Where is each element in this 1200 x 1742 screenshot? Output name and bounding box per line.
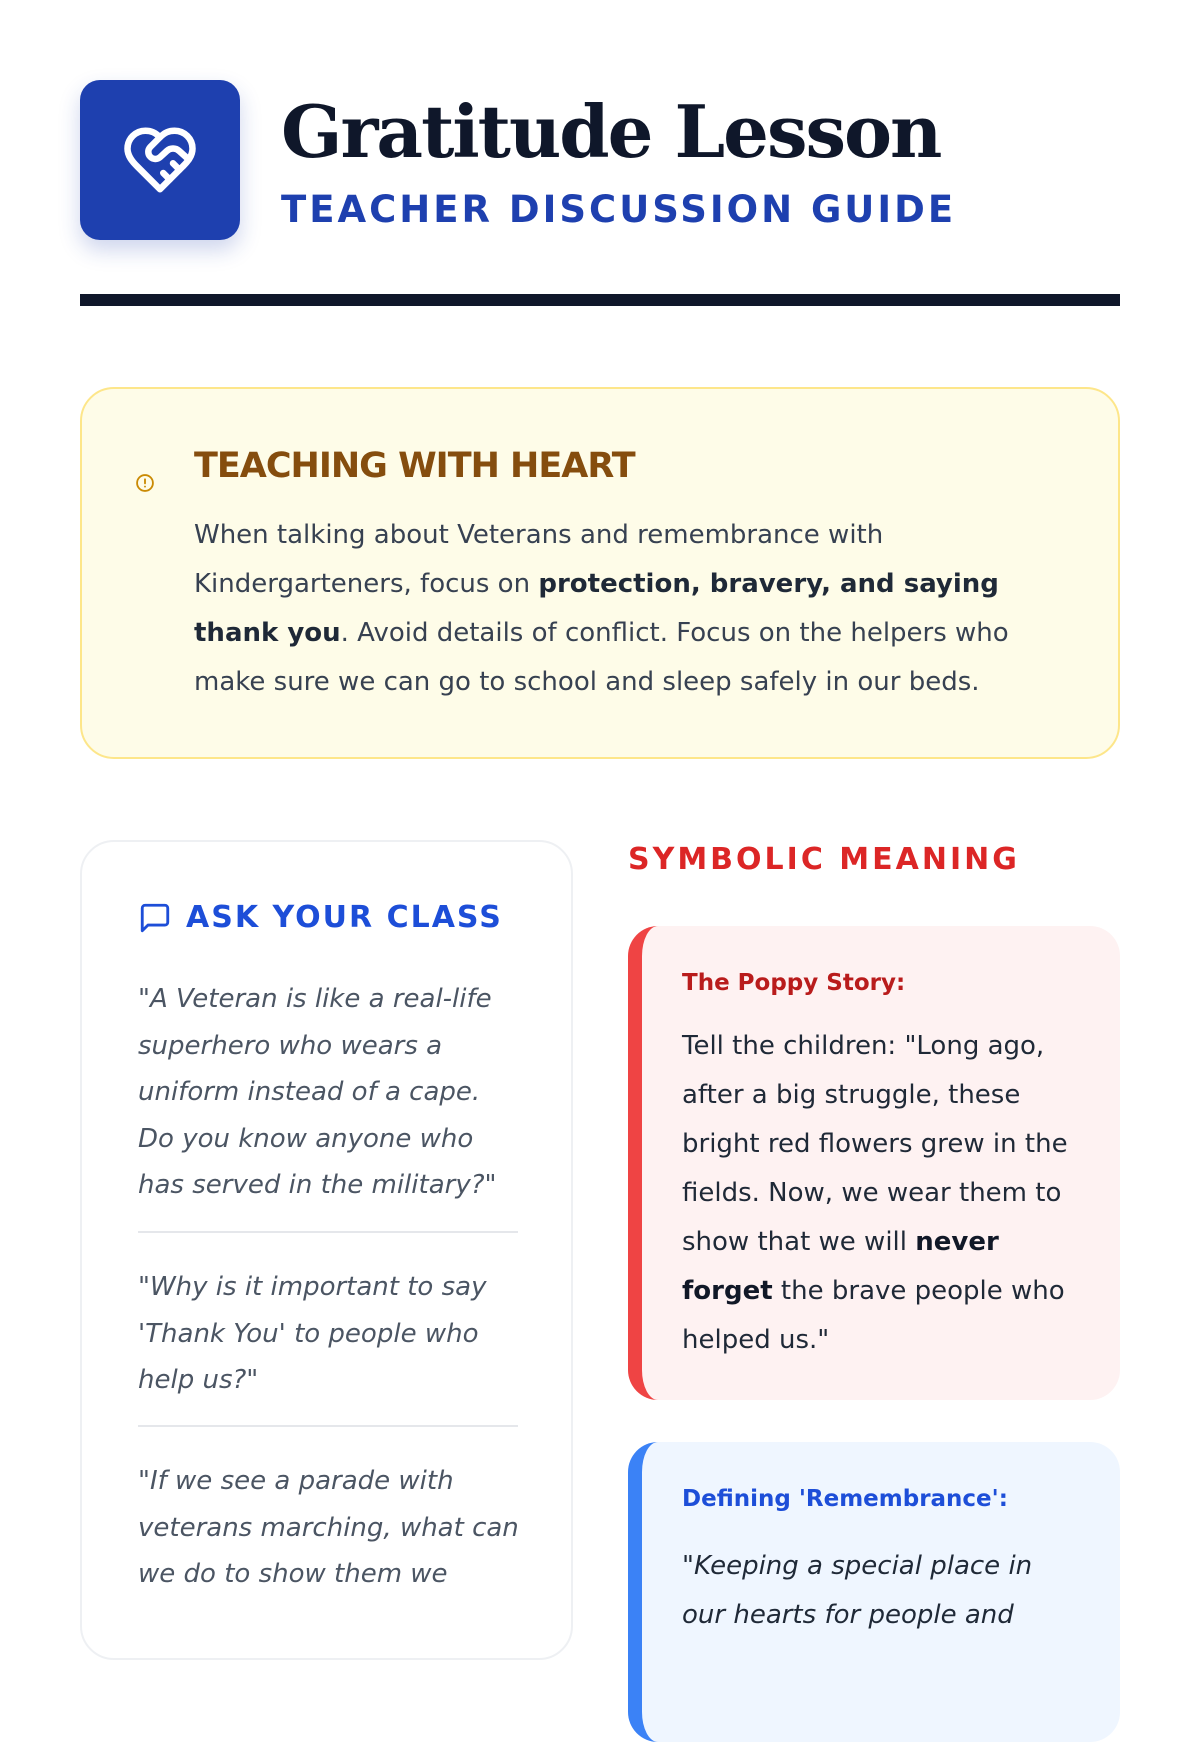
poppy-emphasis: never forget <box>682 1227 999 1306</box>
question-item: "If we see a parade with veterans marching, what can we do to show them we <box>138 1466 519 1589</box>
heart-handshake-icon <box>121 121 199 199</box>
question-divider <box>138 1231 518 1233</box>
info-circle-icon <box>135 473 155 493</box>
remembrance-body: "Keeping a special place in our hearts for people and <box>682 1551 1033 1630</box>
callout-body: When talking about Veterans and remembrance with Kindergarteners, focus on protection, bravery, and saying thank you. Avoid details of conflict. Focus on the helpers who make sure we can go to school and sleep safely in our beds. <box>194 520 1009 697</box>
page-title: Gratitude Lesson <box>281 89 941 174</box>
remembrance-title: Defining 'Remembrance': <box>682 1486 1008 1512</box>
page-subtitle: TEACHER DISCUSSION GUIDE <box>281 188 957 231</box>
ask-heading <box>138 900 503 935</box>
question-item: "A Veteran is like a real-life superhero who wears a uniform instead of a cape. Do you know anyone who has served in the military?" <box>138 984 497 1200</box>
ask-heading-label: ASK YOUR CLASS <box>186 900 503 935</box>
poppy-story-card <box>628 926 1120 1400</box>
speech-bubble-icon <box>138 901 172 935</box>
callout-heading: TEACHING WITH HEART <box>194 446 635 486</box>
symbolic-meaning-heading: SYMBOLIC MEANING <box>628 842 1020 877</box>
ask-your-class-card <box>80 840 573 1660</box>
teaching-callout <box>80 387 1120 759</box>
poppy-story-body: Tell the children: "Long ago, after a big struggle, these bright red flowers grew in the fields. Now, we wear them to show that we will never forget the brave people who helped us." <box>682 1031 1068 1355</box>
page-header <box>80 80 1120 240</box>
question-item: "Why is it important to say 'Thank You' to people who help us?" <box>138 1272 487 1395</box>
header-divider <box>80 294 1120 306</box>
remembrance-card <box>628 1442 1120 1742</box>
logo <box>80 80 240 240</box>
question-divider <box>138 1425 518 1427</box>
poppy-story-title: The Poppy Story: <box>682 970 906 996</box>
callout-emphasis: protection, bravery, and saying thank you <box>194 569 999 648</box>
